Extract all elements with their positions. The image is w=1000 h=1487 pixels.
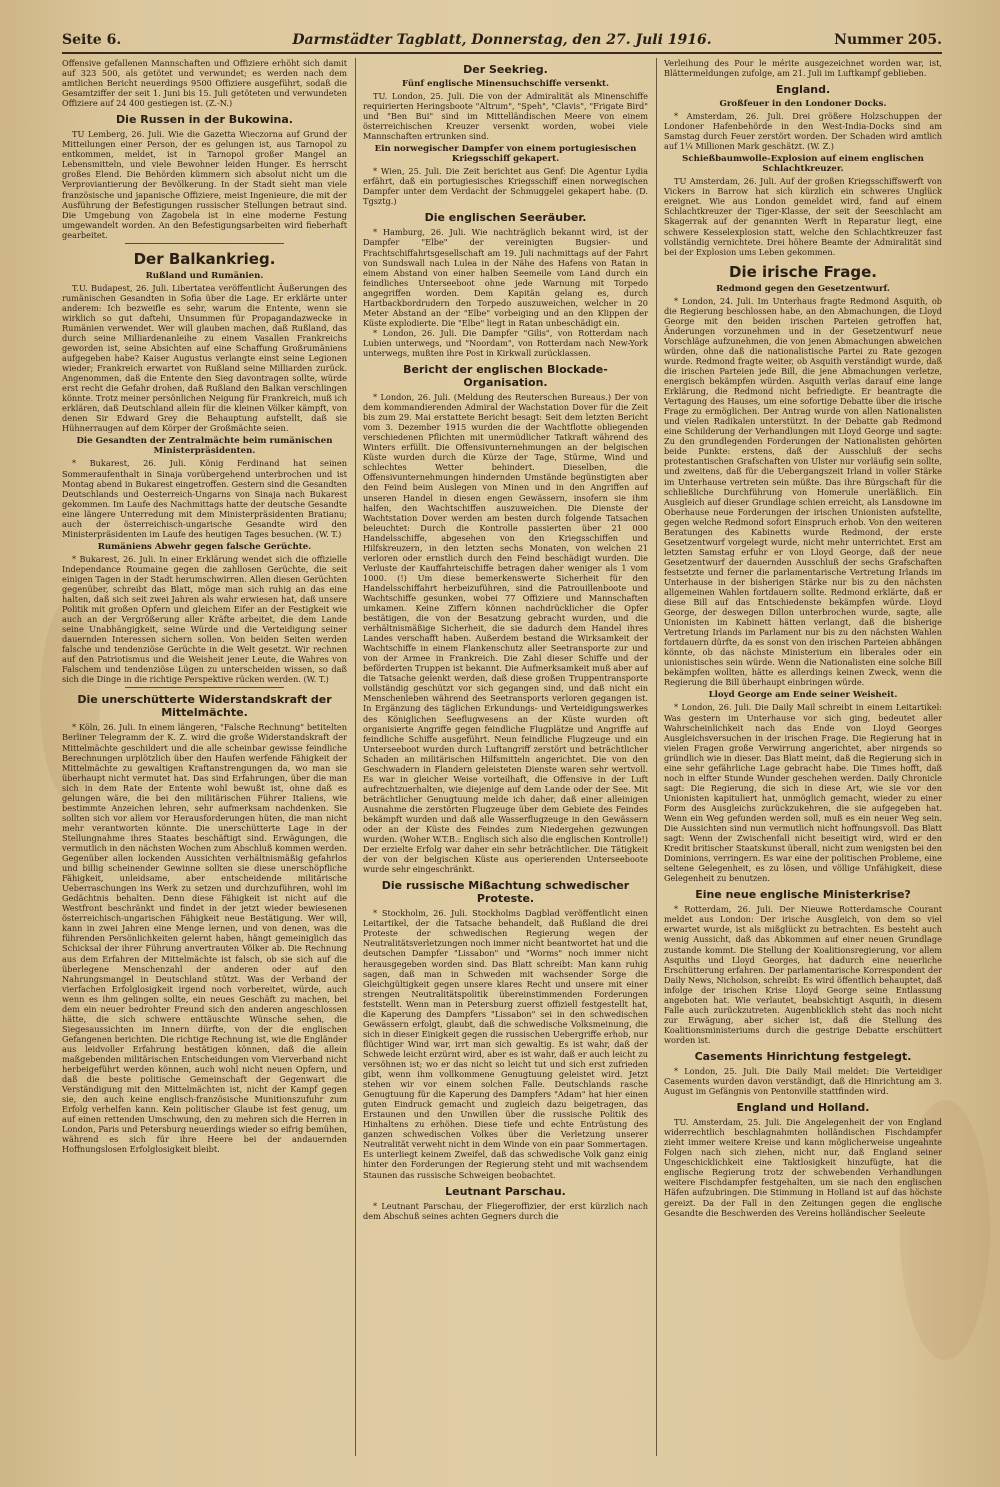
article-text: TU. London, 25. Juli. Die von der Admiralität als Minenschiffe requirierten Heringsboote "Altrum", "Speh", "Clavis", "Frigate Bird" und "Ben Bui" sind im Mittelländischen Meere von einem österreichischen Kreuzer versenkt worden, wobei viele Mannschaften ertrunken sind. xyxy=(363,91,648,142)
page-number: Seite 6. xyxy=(62,32,122,48)
section-title-england: England. xyxy=(775,83,831,97)
article-text: * Hamburg, 26. Juli. Wie nachträglich bekannt wird, ist der Dampfer "Elbe" der vereinigten Bugsier- und Frachtschiffahrtsgesellschaft am 19. Juli nachmittags auf der Fahrt von Sundswall nach Lulea in der Nähe des Hafens von Ratan in einem Abstand von einer halben Seemeile vom Land durch ein feindliches Unterseeboot ohne jede Warnung mit Torpedo angegriffen worden. Dem Kapitän gelang es, durch Hartbackbordrudern den Torpedo auszuweichen, welcher in 20 Meter Abstand an der "Elbe" vorbeiging und an den Klippen der Küste explodierte. Die "Elbe" liegt in Ratan unbeschädigt ein. xyxy=(363,227,648,328)
headline-widerstandskraft: Die unerschütterte Widerstandskraft der Mittelmächte. xyxy=(77,693,332,720)
article-text: Offensive gefallenen Mannschaften und Offiziere erhöht sich damit auf 323 500, als getötet und verwundet; es werden nach dem amtlichen Bericht neuerdings 9500 Offiziere ausgeführt, sodaß die Gesamtziffer der seit 1. Juni bis 15. Juli getöteten und verwundeten Offiziere auf 24 400 gestiegen ist. (Z.-N.) xyxy=(62,58,347,109)
column-middle xyxy=(363,58,648,1456)
subheadline: Großfeuer in den Londoner Docks. xyxy=(719,99,887,110)
headline-schweden: Die russische Mißachtung schwedischer Proteste. xyxy=(381,879,630,906)
issue-number: Nummer 205. xyxy=(834,32,942,48)
article-text: * London, 26. Juli. (Meldung des Reuterschen Bureaus.) Der von dem kommandierenden Admiral der Wachstation Dover für die Zeit bis zum 29. Mai erstattete Bericht besagt: Seit dem letzten Bericht vom 3. Dezember 1915 wurden die der Wachtflotte obliegenden verschiedenen Pflichten mit unermüdlicher Tatkraft während des Winters erfüllt. Die Offensivunternehmungen an der belgischen Küste wurden durch die Kürze der Tage, Stürme, Wind und schlechtes Wetter behindert. Dieselben, die Offensivunternehmungen hindernden Umstände begünstigten aber den Feind beim Auslegen von Minen und in den Angriffen auf unseren Handel in diesen engen Gewässern, insofern sie ihm halfen, den Wachtschiffen auszuweichen. Die Dienste der Wachtstation Dover werden am besten durch folgende Tatsachen beleuchtet: Durch die Kontrolle passierten über 21 000 Handelsschiffe, abgesehen von den Kriegsschiffen und Hilfskreuzern, in den letzten sechs Monaten, von welchen 21 verloren oder ernstlich durch den Feind beschädigt wurden. Die Verluste der Kauffahrteischiffe betragen daher weniger als 1 vom 1000. (!) Um diese bemerkenswerte Sicherheit für den Handelsschiffahrt herbeizuführen, sind die Patrouillenboote und Wachtschiffe gesunken, wobei 77 Offiziere und Mannschaften umkamen. Keine Ziffern können nachdrücklicher die Opfer bestätigen, die von der Besatzung gebracht wurden, und die verhältnismäßige Sicherheit, die sie dadurch dem Handel ihres Landes verschafft haben. Außerdem bestand die Wirksamkeit der Wachtschiffe in einem Flankenschutz aller Seetransporte zur und von der Armee in Frankreich. Die Zahl dieser Schiffe und der beförderten Truppen ist bekannt. Die Aufmerksamkeit muß aber auf die Tatsache gelenkt werden, daß diese großen Truppentransporte vollständig geschützt vor sich gegangen sind, und daß nicht ein Menschenleben während des Seetransports verloren gegangen ist. In Ergänzung des täglichen Erkundungs- und Verteidigungswerkes des Königlichen Seeflugwesens an der Küste wurden oft organisierte Angriffe gegen feindliche Flugplätze und Angriffe auf feindliche Schiffe ausgeführt. Neun feindliche Flugzeuge und ein Unterseeboot wurden durch Luftangriff zerstört und beträchtlicher Schaden an militärischen Hilfsmitteln angerichtet. Die von den Geschwadern in Flandern geleisteten Dienste waren sehr wertvoll. Es war in gleicher Weise vorteilhaft, die Offensive in der Luft aufrechtzuerhalten, wie diejenige auf dem Lande oder der See. Mit beträchtlicher Genugtuung melde ich daher, daß einer alleinigen Ausnahme die zerstörten Flugzeuge über dem Gebiete des Feindes bekämpft wurden und daß alle Wasserflugzeuge in den Gewässern oder an der Küste des Feindes zum Niedergehen gezwungen wurden. (Woher W.T.B.: Englisch sich also die englischen Kontrolle!) Der erzielte Erfolg war daher ein sehr beträchtlicher. Die Tätigkeit der von der belgischen Küste aus operierenden Unterseeboote wurde sehr eingeschränkt. xyxy=(363,392,648,875)
article-text: * Stockholm, 26. Juli. Stockholms Dagblad veröffentlicht einen Leitartikel, der die Tatsache behandelt, daß Rußland die drei Proteste der schwedischen Regierung wegen der Neutralitätsverletzungen noch immer nicht beantwortet hat und die deutschen Dampfer "Lissabon" und "Worms" noch immer nicht herausgegeben worden sind. Das Blatt schreibt: Man kann ruhig sagen, daß man in Schweden mit wachsender Sorge die Gleichgültigkeit gegen unsere klares Recht und unsere mit einer strengen Neutralitätspolitik übereinstimmenden Forderungen feststellt. Wenn man in Petersburg zuerst offiziell festgestellt hat, die Kaperung des Dampfers "Lissabon" sei in den schwedischen Gewässern erfolgt, glaubt, daß die schwedische Volksmeinung, die sich in dieser Einigkeit gegen die russischen Uebergriffe erhob, nur flüchtiger Wind war, irrt man sich gewaltig. Es ist wahr, daß der Schwede leicht erzürnt wird, aber es ist wahr, daß er auch leicht zu versöhnen ist; wo er das nicht so leicht tut und sich erst zufrieden gibt, wenn ihm vollkommene Genugtuung geleistet wird. Jetzt stehen wir vor einem solchen Falle. Deutschlands rasche Genugtuung für die Kaperung des Dampfers "Adam" hat hier einen guten Eindruck gemacht und zugleich dazu beigetragen, das Erstaunen und den Unwillen über die russische Politik des Hinhaltens zu erhöhen. Diese tiefe und echte Entrüstung des ganzen schwedischen Volkes über die Verletzung unserer Neutralität verweht nicht in dem Winde von ein paar Sommertagen. Es unterliegt keinem Zweifel, daß das schwedische Volk ganz einig hinter den Forderungen der Regierung steht und mit wachsendem Staunen das russische Schweigen beobachtet. xyxy=(363,908,648,1180)
article-text: T.U. Budapest, 26. Juli. Libertatea veröffentlicht Äußerungen des rumänischen Gesandten in Sofia über die Lage. Er erklärte unter anderem: Ich bezweifle es sehr, warum die Entente, wenn sie wirklich so gut daftehi, Unsummen für Propagandazwecke in Rumänien verwendet. Wer will glauben machen, daß Rußland, das durch seine Milliardenanleihe zu einem Vasallen Frankreichs geworden ist, seine Absichten auf eine Schaffung Großrumäniens aufgegeben habe? Kaiser Augustus verlangte einst seine Legionen wieder; Frankreich erwartet von Rußland seine Milliarden zurück. Angenommen, daß die Entente den Sieg davontragen sollte, würde erst recht die Gefahr drohen, daß Rußland den Balkan verschlingen könnte. Trotz meiner persönlichen Neigung für Frankreich, muß ich erklären, daß Deutschland allein für die kleinen Völker kämpft, von denen Sir Edward Grey die Behauptung aufstellt, daß sie Hühnerraugen auf dem Körper der Großmächte seien. xyxy=(62,282,347,434)
subheadline: Redmond gegen den Gesetzentwurf. xyxy=(716,283,890,294)
article-text: TU Amsterdam, 26. Juli. Auf der großen Kriegsschiffswerft von Vickers in Barrow hat sich kürzlich ein schweres Unglück ereignet. Wie aus London gemeldet wird, fand auf einem Schlachtkreuzer der Tiger-Klasse, der seit der Seeschlacht am Skagerrak auf der genannten Werft in Reparatur liegt, eine schwere Kesselexplosion statt, welche den Schlachtkreuzer fast vollständig vernichtete. Drei höhere Beamte der Admiralität sind bei der Explosion ums Leben gekommen. xyxy=(664,176,942,257)
article-text: * Amsterdam, 26. Juli. Drei größere Holzschuppen der Londoner Hafenbehörde in den West-India-Docks sind am Samstag durch Feuer zerstört worden. Der Schaden wird amtlich auf 1¼ Millionen Mark geschätzt. (W. Z.) xyxy=(664,111,942,152)
article-text: * Rotterdam, 26. Juli. Der Nieuwe Rotterdamsche Courant meldet aus London: Der irische Ausgleich, von dem so viel erwartet wurde, ist als mißglückt zu betrachten. Es besteht auch wenig Aussicht, daß das Abkommen auf einer neuen Grundlage zustande kommt. Die Stellung der Koalitionsregierung, vor allem Asquiths und Lloyd Georges, hat dadurch eine neuerliche Erschütterung erfahren. Der parlamentarische Korrespondent der Daily News, Nicholson, schreibt: Es wird öffentlich behauptet, daß infolge der irischen Krise Lloyd George seine Entlassung angeboten hat. Wie verlautet, beabsichtigt Asquith, in diesem Falle auch zurückzutreten. Augenblicklich steht das noch nicht zur Erwägung, aber sicher ist, daß die Stellung des Koalitionsministeriums durch die gestrige Debatte erschüttert worden ist. xyxy=(664,904,942,1045)
article-text: * Bukarest, 26. Juli. In einer Erklärung wendet sich die offizielle Independance Roumaine gegen die zahllosen Gerüchte, die seit einigen Tagen in der Stadt herumschwirren. Allen diesen Gerüchten gegenüber, schreibt das Blatt, möge man sich ruhig an das eine halten, daß sich seit zwei Jahren als wahr erwiesen hat, daß unsere Politik mit großen Opfern und gleichem Eifer an der Festigkeit wie auch an der Vergrößerung aller Kräfte arbeitet, die dem Lande seine Unabhängigkeit, seine Würde und die Verteidigung seiner dauernden Interessen sichern sollen. Von beiden Seiten werden falsche und tendenziöse Gerüchte in die Welt gesetzt. Wir rechnen auf den Patriotismus und die Weisheit jener Leute, die Wahres von Falschem und tendenziöse Lügen zu unterscheiden wissen, so daß sich die Dinge in die richtige Perspektive rücken werden. (W. T.) xyxy=(62,553,347,685)
subheadline: Lloyd George am Ende seiner Weisheit. xyxy=(708,690,898,701)
headline-holland: England und Holland. xyxy=(736,1101,870,1115)
section-title-irish: Die irische Frage. xyxy=(729,262,877,281)
article-text: Verleihung des Pour le mérite ausgezeichnet worden war, ist, Blättermeldungen zufolge, am 21. Juli im Luftkampf geblieben. xyxy=(664,58,942,79)
divider xyxy=(125,243,285,244)
subheadline: Fünf englische Minensuchschiffe versenkt. xyxy=(401,79,610,89)
article-text: * London, 26. Juli. Die Daily Mail schreibt in einem Leitartikel: Was gestern im Unterhause vor sich ging, bedeutet aller Wahrscheinlichkeit nach das Ende von Lloyd Georges Ausgleichsversuchen in der irischen Frage. Die Regierung hat in vielen Fragen große Verwirrung angerichtet, aber nirgends so gründlich wie in dieser. Das Blatt meint, daß die Regierung sich in eine sehr gefährliche Lage gebracht habe. Die Times hofft, daß noch in elfter Stunde Wunder geschehen werden. Daily Chronicle sagt: Die Regierung, die sich in diese Art, wie sie vor den Unionisten kapituliert hat, unmöglich gemacht, wieder zu einer Form des Ausgleichs zurückzukehren, die sie aufgegeben hat. Wenn ein Weg gefunden werden soll, muß es ein neuer Weg sein. Die Aussichten sind nun vermutlich nicht hoffnungsvoll. Das Blatt sagt: Wenn der Zwischenfall nicht beseitigt wird, wird er den Kredit britischer Staatskunst überall, nicht zum wenigsten bei den Dominions, verringern. Es war eine der politischen Probleme, eine seltene Gelegenheit, es zu lösen, und völlige Unfähigkeit, diese Gelegenheit zu benutzen. xyxy=(664,702,942,884)
subheadline: Rußland und Rumänien. xyxy=(145,270,264,281)
section-title-seekrieg: Der Seekrieg. xyxy=(463,63,548,76)
article-text: * Leutnant Parschau, der Fliegeroffizier, der erst kürzlich nach dem Abschuß seines achten Gegners durch die xyxy=(363,1200,648,1221)
column-right xyxy=(664,58,942,1456)
divider xyxy=(125,687,285,688)
headline-casement: Casements Hinrichtung festgelegt. xyxy=(694,1049,912,1063)
column-rule xyxy=(355,58,356,1456)
column-left xyxy=(62,58,347,1456)
article-text: TU Lemberg, 26. Juli. Wie die Gazetta Wieczorna auf Grund der Mitteilungen einer Person, der es gelungen ist, aus Tarnopol zu entkommen, meldet, ist in Tarnopol großer Mangel an Lebensmitteln, und viele Bewohner leiden Hunger. Es herrscht großes Elend. Die Behörden kümmern sich absolut nicht um die Verproviantierung der Bevölkerung. In der Stadt sieht man viele französische und japanische Offiziere, meist Ingenieure, die mit der Ausführung der Befestigungen russischer Stellungen betraut sind. Die Umgebung von Zagobela ist in eine moderne Festung umgewandelt worden. An den Befestigungsarbeiten wird fieberhaft gearbeitet. xyxy=(62,129,347,240)
headline-seerauber: Die englischen Seeräuber. xyxy=(424,211,587,225)
article-text: * Wien, 25. Juli. Die Zeit berichtet aus Genf: Die Agentur Lydia erfährt, daß ein portugiesisches Kriegsschiff einen norwegischen Dampfer unter dem Verdacht der Schmuggelei gekapert habe. (D. Tgsztg.) xyxy=(363,166,648,207)
page-header xyxy=(62,30,942,54)
column-rule xyxy=(656,58,657,1456)
article-text: * Bukarest, 26. Juli. König Ferdinand hat seinen Sommeraufenthalt in Sinaja vorübergehend unterbrochen und ist Montag abend in Bukarest eingetroffen. Gestern sind die Gesandten Deutschlands und Oesterreich-Ungarns von Sinaja nach Bukarest gekommen. Im Laufe des Nachmittags hatte der deutsche Gesandte eine längere Unterredung mit dem Ministerpräsidenten Bratianu; auch der österreichisch-ungarische Gesandte wird den Ministerpräsidenten im Laufe des heutigen Tages besuchen. (W. T.) xyxy=(62,458,347,539)
article-text: * Köln, 26. Juli. In einem längeren, "Falsche Rechnung" betitelten Berliner Telegramm der K. Z. wird die große Widerstandskraft der Mittelmächte geschildert und die alle scheinbar gewisse feindliche Berechnungen urplötzlich über den Haufen werfende Fähigkeit der Mittelmächte zu gewaltigen Kraftanstrengungen da, wo man sie überhaupt nicht vermutet hat. Das sind Erfahrungen, über die man sich in dem Rate der Entente wohl bewußt ist, ohne daß es gelungen wäre, die bei den militärischen Führer Italiens, wie bestimmte Anzeichen lehren, sehr aufmerksam nachdenken. Sie sollten sich vor allem vor Herausforderungen hüten, die man nicht mehr verantworten könnte. Die unerschütterte Lage in der Stellungnahme ihres Staates beschäftigt sind. Erwägungen, die vermutlich in den nächsten Wochen zum Abschluß kommen werden. Gegenüber allen lockenden Aussichten verhältnismäßig gefahrlos und billig scheinender Gewinne sollten sie diese unerschöpfliche Fähigkeit, unleidsame, aber entscheidende militärische Ueberraschungen ins Werk zu setzen und durchzuführen, wohl im Gedächtnis behalten. Denn diese Fähigkeit ist nicht auf die Westfront beschränkt und findet in der jetzt wieder bewiesenen österreichisch-ungarischen Fähigkeit neue Bestätigung. Wer will, kann in zwei Jahren eine Menge lernen, und von denen, was die führenden Persönlichkeiten gelernt haben, hängt gemeiniglich das Schicksal der ihrer Führung anvertrauten Völker ab. Die Rechnung aus dem Erfahren der Mittelmächte ist falsch, ob sie sich auf die überlegene Menschenzahl der anderen oder auf den Nahrungsmangel in Deutschland stützt. Was der Verband der vierfachen Erfolglosigkeit irgend noch vorbereitet, würde, auch wenn es ihm gelingen sollte, ein neues Geschäft zu machen, bei dem ein neuer bedrohter Freund sich den anderen angeschlossen hätte, die sich schwere enttäuschte Wünsche sehen, die Siegesaussichten im Innern dürfte, von der die englischen Gefangenen berichten. Die richtige Rechnung ist, wie die Engländer aus leidvoller Erfahrung bestätigen können, daß die allein maßgebenden militärischen Entscheidungen vom Vierverband nicht herbeigeführt werden können, auch wohl nicht neuen Opfern, und daß die beste politische Gemeinschaft der Gegenwart die Verständigung mit den Mittelmächten ist, nicht der Kampf gegen sie, den auch keine englisch-französische Munitionszufuhr zum Erfolg verhelfen kann. Kein politischer Glaube ist fest genug, um auf einen rettenden Umschwung, den zu mehren sich die Herren in London, Paris und Petersburg neuerdings wieder so eifrig bemühen, während es sich für ihre Heere bei der andauernden Hoffnungslosen Erfolglosigkeit bleibt. xyxy=(62,722,347,1155)
article-text: TU. Amsterdam, 25. Juli. Die Angelegenheit der von England widerrechtlich beschlagnahmten holländischen Fischdampfer zieht immer weitere Kreise und kann möglicherweise ungeahnte Folgen nach sich ziehen, nicht nur, daß England seiner Ungeschicklichkeit eine Taktlosigkeit hinzufügte, hat die englische Regierung trotz der schwebenden Verhandlungen weitere Fischdampfer festgehalten, um sie nach den englischen Häfen aufzubringen. Die Stimmung in Holland ist auf das höchste gereizt. Da der Fall in den Zeitungen gegen die englische Gesandte die Beschwerden des Vereins holländischer Seeleute xyxy=(664,1117,942,1218)
article-text: * London, 26. Juli. Die Dampfer "Gilis", von Rotterdam nach Lubien unterwegs, und "Noordam", von Rotterdam nach New-York unterwegs, mußten ihre Post in Kirkwall zurücklassen. xyxy=(363,327,648,358)
headline-blockade: Bericht der englischen Blockade-Organisation. xyxy=(403,363,608,390)
article-text: * London, 25. Juli. Die Daily Mail meldet: Die Verteidiger Casements wurden davon verständigt, daß die Hinrichtung am 3. August im Gefängnis von Pentonville stattfinden wird. xyxy=(664,1065,942,1097)
headline-leutnant: Leutnant Parschau. xyxy=(445,1184,566,1198)
section-title-balkan: Der Balkankrieg. xyxy=(133,249,276,268)
masthead-title: Darmstädter Tagblatt, Donnerstag, den 27. Juli 1916. xyxy=(292,32,712,48)
headline-bukowina: Die Russen in der Bukowina. xyxy=(116,113,293,127)
subheadline: Rumäniens Abwehr gegen falsche Gerüchte. xyxy=(97,541,312,552)
headline-ministerkrise: Eine neue englische Ministerkrise? xyxy=(695,888,911,902)
article-text: * London, 24. Juli. Im Unterhaus fragte Redmond Asquith, ob die Regierung beschlossen habe, an den Abmachungen, die Lloyd George mit den beiden irischen Parteien getroffen hat, Änderungen vorzunehmen und in der Gesetzentwurf neue Vorschläge aufzunehmen, die von jenen Abmachungen abweichen würden, ohne daß die nationalistische Partei zu Rate gezogen wurde. Redmond fragte weiter, ob Asquith verständigt wurde, daß die irischen Parteien jede Bill, die jene Abmachungen verletze, energisch bekämpfen würden. Asquith verlas darauf eine lange Erklärung, die Redmond nicht befriedigte. Er beantragte die Vertagung des Hauses, um eine sofortige Debatte über die irische Frage zu ermöglichen. Der Antrag wurde von allen Nationalisten und vielen Radikalen unterstützt. In der Debatte gab Redmond eine Schilderung der Verhandlungen mit Lloyd George und sagte: Zu den grundlegenden Forderungen der Nationalisten gehörten beide Punkte: erstens, daß der Ausschluß der sechs protestantischen Grafschaften von Ulster nur vorläufig sein sollte, und zweitens, daß für die Uebergangszeit Irland in voller Stärke im Unterhause vertreten sein müßte. Das ihre Bürgschaft für die schließliche Durchführung von Homerule unerläßlich. Ein Ausgleich auf dieser Grundlage schien erreicht, als Lansdowne im Oberhause neue Forderungen der irischen Unionisten aufstellte, gegen welche Redmond sofort Einspruch erhob. Von den weiteren Beratungen des Kabinetts wurde Redmond, der erste Gesetzentwurf vorgelegt wurde, nicht mehr unterrichtet. Erst am letzten Samstag erfuhr er von Lloyd George, daß der neue Gesetzentwurf der dauernden Ausschluß der sechs Grafschaften festsetzte und ferner die parlamentarische Vertretung Irlands im Unterhause in der bisherigen Stärke nur bis zu den nächsten allgemeinen Wahlen fortdauern sollte. Redmond erklärte, daß er diese Bill auf das Entschiedenste bekämpfen würde. Lloyd George, der deswegen Dillon unterbrochen wurde, sagte, alle Unionisten im Kabinett hätten verlangt, daß die bisherige Vertretung Irlands im Parlament nur bis zu den nächsten Wahlen fortdauern dürfte, da es sonst von den irischen Parteien abhängen könnte, ob das nächste Ministerium ein liberales oder ein unionistisches sein würde. Wenn die Nationalisten eine solche Bill bekämpfen wollten, hätte es allerdings keinen Zweck, wenn die Regierung die Bill überhaupt einbringen würde. xyxy=(664,295,942,688)
subheadline: Die Gesandten der Zentralmächte beim rumänischen Ministerpräsidenten. xyxy=(76,436,333,457)
subheadline: Ein norwegischer Dampfer von einem portugiesischen Kriegsschiff gekapert. xyxy=(374,144,637,165)
subheadline: Schießbaumwolle-Explosion auf einem englischen Schlachtkreuzer. xyxy=(682,154,924,175)
